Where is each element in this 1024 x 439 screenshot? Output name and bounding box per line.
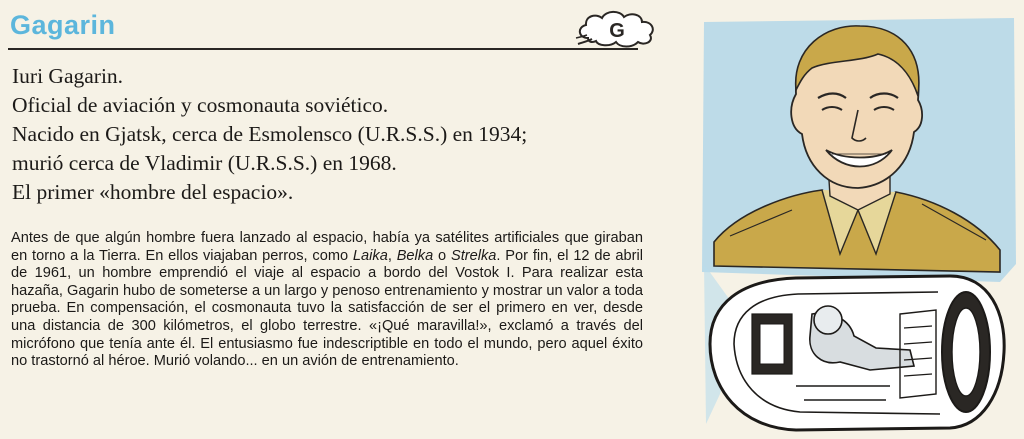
dog-name-strelka: Strelka (451, 247, 497, 264)
badge-letter: G (609, 20, 625, 42)
title-rule (8, 48, 638, 50)
gagarin-illustration (700, 14, 1018, 432)
fact-line: murió cerca de Vladimir (U.R.S.S.) en 1968. (12, 151, 397, 175)
body-paragraph (11, 230, 643, 371)
fact-line: Oficial de aviación y cosmonauta soviético. (12, 93, 389, 117)
fact-line: El primer «hombre del espacio». (12, 180, 294, 204)
fact-list (12, 62, 652, 207)
body-text-part: o (433, 247, 451, 264)
fact-line: Iuri Gagarin. (12, 64, 124, 88)
vostok-capsule (710, 276, 1004, 430)
article-title: Gagarin (10, 10, 116, 40)
letter-g-cloud-icon (574, 8, 660, 50)
body-text-part: , (387, 247, 397, 264)
fact-line: Nacido en Gjatsk, cerca de Esmolensco (U.R.S.S.) en 1934; (12, 122, 528, 146)
body-text-part: Antes de que algún hombre fuera lanzado al espacio, había ya satélites artificiales que giraban en torno a la Tierra. En ellos viajaban perros, como (11, 230, 643, 264)
dog-name-belka: Belka (396, 247, 434, 264)
dog-name-laika: Laika (352, 247, 388, 264)
body-text-part: . Por fin, el 12 de abril de 1961, un hombre emprendió el viaje al espacio a bordo del Vostok I. Para realizar esta hazaña, Gagarin hubo de someterse a un largo y penoso entrenamiento y mostrar un valor a toda prueba. En compensación, el cosmonauta tuvo la satisfacción de ser el primero en ver, desde una distancia de 300 kilómetros, el globo terrestre. «¡Qué maravilla!», exclamó a través del micrófono que tenía ante él. El entusiasmo fue indescriptible en todo el mundo, pero aquel éxito no trastornó al héroe. Murió volando... en un avión de entrenamiento. (11, 247, 644, 370)
